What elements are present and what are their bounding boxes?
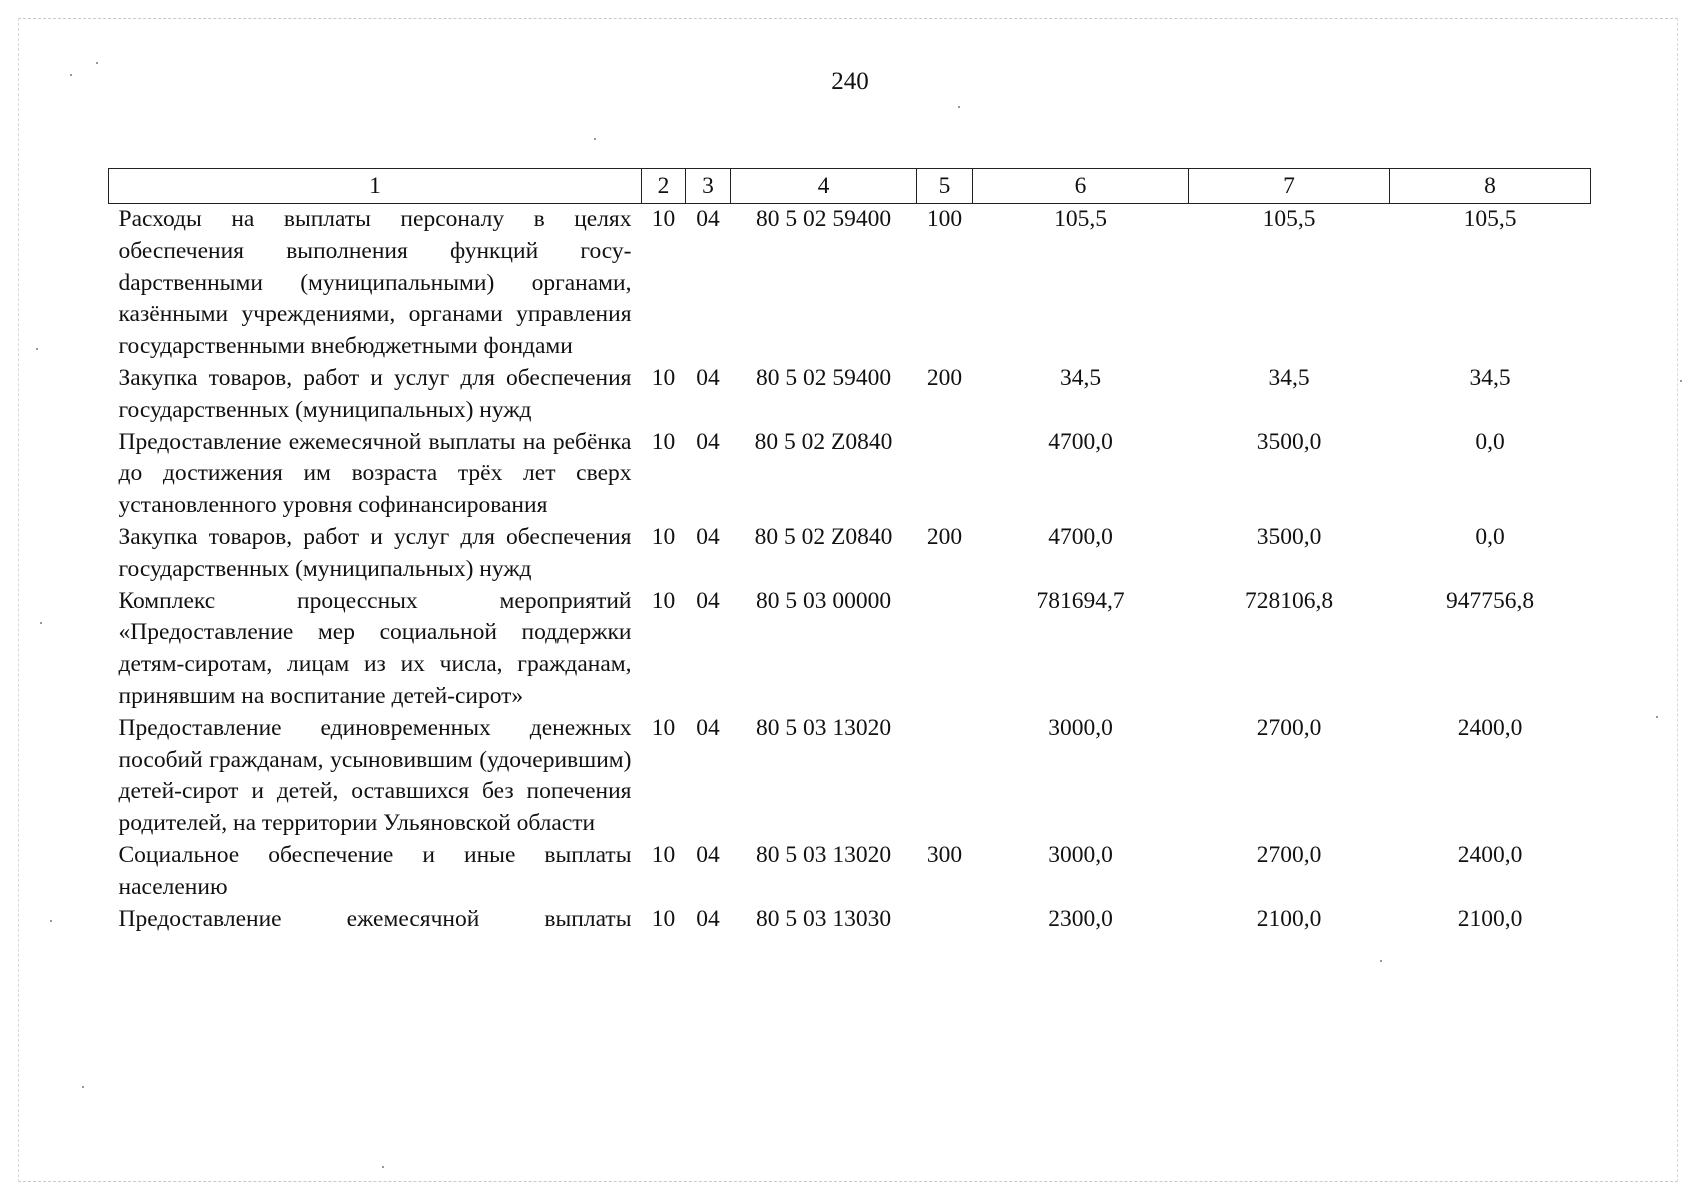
header-col-3: 3 xyxy=(686,169,731,204)
row-amount-col7: 2700,0 xyxy=(1256,714,1322,741)
budget-table xyxy=(108,168,1591,935)
scan-speck xyxy=(1656,716,1658,718)
row-section: 10 xyxy=(651,428,676,455)
row-subsection: 04 xyxy=(696,428,720,455)
row-description: Расходы на выплаты персоналу в целях обеспечения выполнения функций госуdарственными (муниципальными) органами, казёнными учреждениями, органами управления государственными внебюджетными фондами xyxy=(118,206,632,360)
row-section: 10 xyxy=(651,714,676,741)
row-description: Комплекс процессных мероприятий «Предоставление мер социальной поддержки детям-сиротам, лицам из их числа, гражданам, принявшим на воспитание детей-сирот» xyxy=(118,587,632,709)
row-amount-col8: 2400,0 xyxy=(1457,841,1523,868)
row-description: Закупка товаров, работ и услуг для обеспечения государственных (муниципальных) нужд xyxy=(118,364,632,423)
table-row xyxy=(109,586,1591,713)
row-amount-col6: 4700,0 xyxy=(1048,523,1113,550)
row-amount-col8: 34,5 xyxy=(1469,364,1511,391)
row-amount-col8: 947756,8 xyxy=(1445,587,1535,614)
row-amount-col6: 781694,7 xyxy=(1036,587,1125,614)
table-row xyxy=(109,204,1591,363)
row-expense-type: 300 xyxy=(926,841,963,868)
row-amount-col7: 3500,0 xyxy=(1256,428,1322,455)
row-description: Социальное обеспечение и иные выплаты населению xyxy=(118,841,632,900)
row-amount-col6: 105,5 xyxy=(1054,206,1107,232)
row-target-code: 80 5 03 00000 xyxy=(755,587,892,614)
row-section: 10 xyxy=(651,364,676,391)
row-subsection: 04 xyxy=(696,714,720,741)
scan-speck xyxy=(1380,960,1382,962)
row-section: 10 xyxy=(651,587,676,614)
row-subsection: 04 xyxy=(696,364,720,391)
header-col-5: 5 xyxy=(917,169,973,204)
row-subsection: 04 xyxy=(696,523,720,550)
row-expense-type xyxy=(917,586,973,713)
table-row xyxy=(109,713,1591,840)
scan-speck xyxy=(36,348,38,350)
scan-speck xyxy=(82,1086,84,1088)
row-expense-type xyxy=(917,904,973,936)
header-col-8: 8 xyxy=(1390,169,1591,204)
row-amount-col6: 34,5 xyxy=(1059,364,1102,391)
row-amount-col7: 728106,8 xyxy=(1244,587,1334,614)
row-target-code: 80 5 03 13020 xyxy=(755,714,892,741)
scan-speck xyxy=(1680,380,1682,382)
header-col-6: 6 xyxy=(973,169,1189,204)
scan-speck xyxy=(382,1166,384,1168)
table-row xyxy=(109,363,1591,427)
row-expense-type: 200 xyxy=(926,364,963,391)
scan-speck xyxy=(50,920,52,922)
row-amount-col7: 105,5 xyxy=(1262,206,1316,232)
table-row xyxy=(109,840,1591,904)
row-amount-col7: 3500,0 xyxy=(1256,523,1322,550)
row-description: Предоставление единовременных денежных пособий гражданам, усыновившим (удочерившим) детей-сирот и детей, оставшихся без попечения родителей, на территории Ульяновской области xyxy=(118,714,632,837)
header-col-2: 2 xyxy=(642,169,686,204)
row-amount-col8: 0,0 xyxy=(1475,523,1505,550)
row-amount-col6: 3000,0 xyxy=(1048,841,1113,868)
row-amount-col7: 2100,0 xyxy=(1256,905,1322,932)
row-amount-col6: 4700,0 xyxy=(1048,428,1113,455)
header-row xyxy=(109,169,1591,204)
row-target-code: 80 5 03 13020 xyxy=(755,841,892,868)
table-row xyxy=(109,904,1591,936)
row-amount-col8: 0,0 xyxy=(1475,428,1505,455)
row-amount-col8: 2100,0 xyxy=(1457,905,1523,932)
row-section: 10 xyxy=(651,905,676,932)
row-target-code: 80 5 02 59400 xyxy=(755,364,892,391)
scan-speck xyxy=(96,62,98,64)
header-col-4: 4 xyxy=(731,169,917,204)
row-amount-col6: 3000,0 xyxy=(1048,714,1113,741)
header-col-7: 7 xyxy=(1189,169,1390,204)
row-amount-col8: 2400,0 xyxy=(1457,714,1523,741)
row-subsection: 04 xyxy=(696,905,720,932)
scan-speck xyxy=(70,74,72,76)
row-subsection: 04 xyxy=(696,841,720,868)
row-expense-type: 200 xyxy=(926,523,963,550)
row-description: Предоставление ежемесячной выплаты xyxy=(118,905,632,932)
scan-speck xyxy=(958,106,960,108)
row-target-code: 80 5 02 59400 xyxy=(755,206,892,232)
row-expense-type xyxy=(917,713,973,840)
table-row xyxy=(109,427,1591,522)
row-description: Предоставление ежемесячной выплаты на ребёнка до достижения им возраста трёх лет сверх установленного уровня софинансирования xyxy=(118,428,632,519)
table-header xyxy=(109,169,1591,204)
row-amount-col7: 34,5 xyxy=(1268,364,1310,391)
row-subsection: 04 xyxy=(696,587,720,614)
row-amount-col8: 105,5 xyxy=(1463,206,1517,232)
page-number: 240 xyxy=(831,68,869,95)
row-target-code: 80 5 02 Z0840 xyxy=(754,523,893,550)
row-expense-type: 100 xyxy=(926,206,963,232)
table-row xyxy=(109,522,1591,586)
scan-speck xyxy=(40,622,42,624)
header-col-1: 1 xyxy=(109,169,642,204)
table-body xyxy=(109,204,1591,936)
row-section: 10 xyxy=(651,523,676,550)
row-amount-col6: 2300,0 xyxy=(1048,905,1113,932)
row-target-code: 80 5 03 13030 xyxy=(755,905,892,932)
row-target-code: 80 5 02 Z0840 xyxy=(754,428,893,455)
row-subsection: 04 xyxy=(696,206,720,232)
row-expense-type xyxy=(917,427,973,522)
row-section: 10 xyxy=(651,206,676,232)
row-section: 10 xyxy=(651,841,676,868)
scan-speck xyxy=(594,138,596,140)
row-description: Закупка товаров, работ и услуг для обеспечения государственных (муниципальных) нужд xyxy=(118,523,632,582)
row-amount-col7: 2700,0 xyxy=(1256,841,1322,868)
